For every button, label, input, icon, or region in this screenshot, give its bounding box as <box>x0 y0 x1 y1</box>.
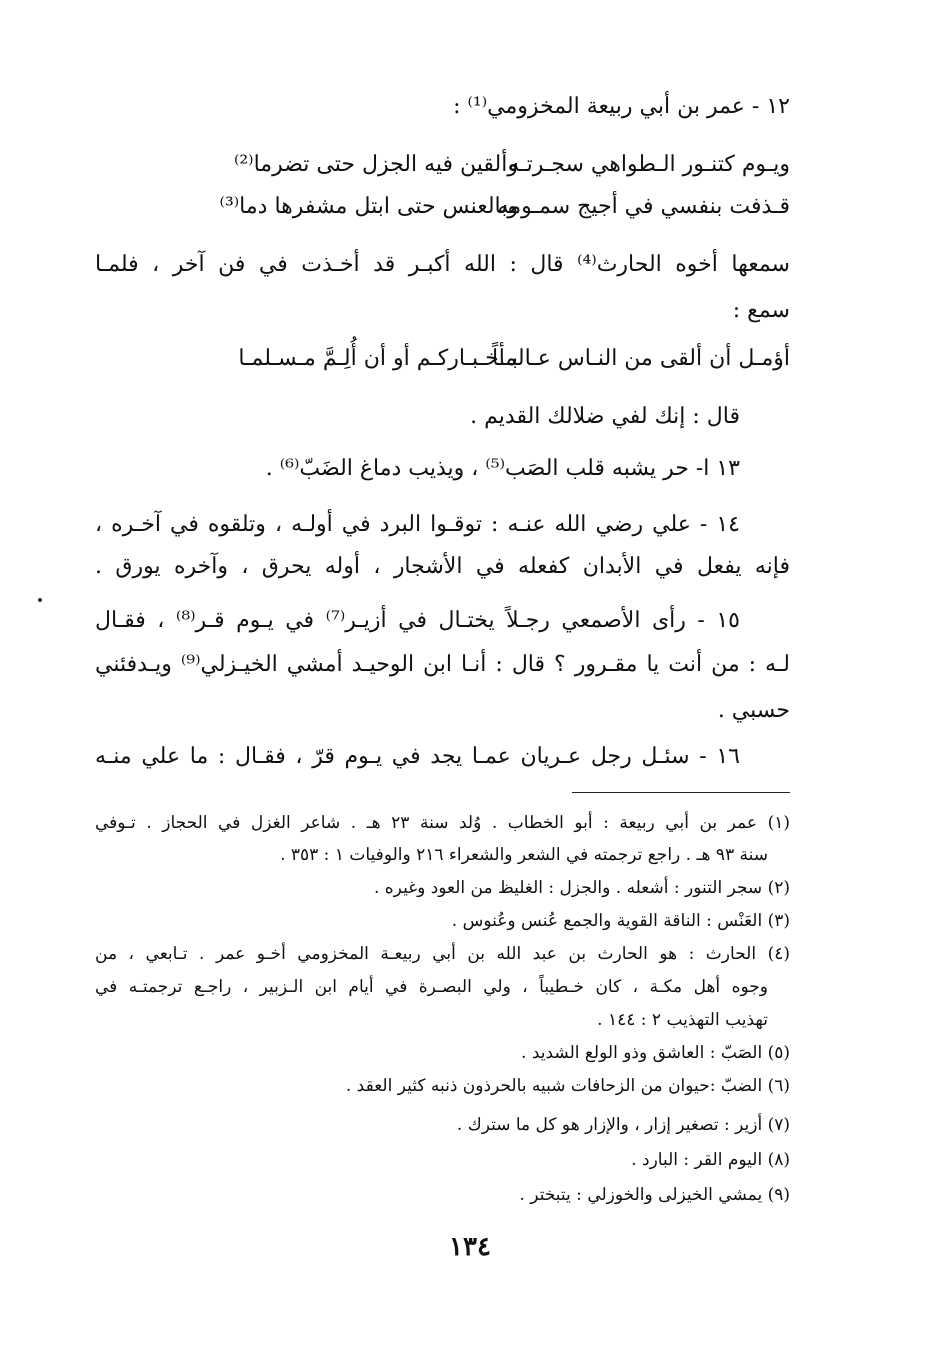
verse-1-second-hemistich: وألقين فيه الجزل حتى تضرما⁽²⁾ <box>233 152 518 177</box>
paragraph-line: سمع : <box>732 298 790 323</box>
footnote-4-line: تهذيب التهذيب ٢ : ١٤٤ . <box>597 1010 768 1030</box>
footnote-3: (٣) العَنْس : الناقة القوية والجمع عُنس وعُنوس . <box>451 911 790 931</box>
entry-15-line: ١٥ - رأى الأصمعي رجـلاً يختـال في أزيـر⁽⁷⁾ في يـوم قـر⁽⁸⁾ ، فقـال <box>95 608 740 633</box>
footnote-6: (٦) الضبّ :حيوان من الزحافات شبيه بالحرذون ذنبه كثير العقد . <box>345 1076 790 1096</box>
page-number: ١٣٤ <box>449 1232 491 1262</box>
footnote-1-line: سنة ٩٣ هـ . راجع ترجمته في الشعر والشعراء ٢١٦ والوفيات ١ : ٣٥٣ . <box>280 845 768 865</box>
footnote-7: (٧) أزير : تصغير إزار ، والإزار هو كل ما سترك . <box>456 1115 790 1135</box>
paragraph-line: سمعها أخوه الحارث⁽⁴⁾ قال : الله أكبـر قد أخـذت في فن آخر ، فلمـا <box>95 252 790 277</box>
entry-14-line: فإنه يفعل في الأبدان كفعله في الأشجار ، أوله يحرق ، وآخره يورق . <box>95 554 790 579</box>
verse-1-first-hemistich: ويـوم كتنـور الـطواهي سجـرتـه <box>508 152 790 177</box>
footnote-1-line: (١) عمر بن أبي ربيعة : أبو الخطاب . وُلد سنة ٢٣ هـ . شاعر الغزل في الحجاز . تـوفي <box>95 813 790 833</box>
footnote-9: (٩) يمشي الخيزلى والخوزلي : يتبختر . <box>519 1185 790 1205</box>
scan-speck <box>38 598 42 602</box>
verse-2-first-hemistich: قـذفت بنفسي في أجيج سمـومه <box>497 194 790 219</box>
entry-16-line: ١٦ - سئـل رجل عـريان عمـا يجد في يـوم قرّ ، فقـال : ما علي منـه <box>95 744 740 769</box>
footnote-4-line: (٤) الحارث : هو الحارث بن عبد الله بن أبي ربيعـة المخزومي أخـو عمر . تـابعي ، من <box>95 944 790 964</box>
verse-3-second-hemistich: بـأخـبـاركـم أو أن أُلِـمَّ مـسـلمـا <box>238 346 518 371</box>
entry-15-line: لـه : من أنت يا مقـرور ؟ قال : أنـا ابن الوحيـد أمشي الخيـزلي⁽⁹⁾ ويـدفئني <box>95 652 790 677</box>
verse-2-second-hemistich: وبالعنس حتى ابتل مشفرها دما⁽³⁾ <box>219 194 518 219</box>
footnote-2: (٢) سجر التنور : أشعله . والجزل : الغليظ من العود وغيره . <box>373 878 790 898</box>
entry-14-line: ١٤ - علي رضي الله عنـه : توقـوا البرد في أولـه ، وتلقوه في آخـره ، <box>95 512 740 537</box>
entry-15-line: حسبي . <box>717 698 790 723</box>
paragraph-line: قال : إنك لفي ضلالك القديم . <box>470 404 740 429</box>
entry-12-heading: ١٢ - عمر بن أبي ربيعة المخزومي⁽¹⁾ : <box>453 94 790 119</box>
footnote-separator <box>572 792 790 793</box>
verse-3-first-hemistich: أؤمـل أن ألقى من النـاس عـالمـاً <box>492 346 790 371</box>
footnote-5: (٥) الصَبّ : العاشق وذو الولع الشديد . <box>521 1043 790 1063</box>
footnote-8: (٨) اليوم القر : البارد . <box>631 1150 790 1170</box>
entry-13: ١٣ ا- حر يشبه قلب الصَب⁽⁵⁾ ، ويذيب دماغ الضَبّ⁽⁶⁾ . <box>265 456 740 481</box>
footnote-4-line: وجوه أهل مكـة ، كان خـطيباً ، ولي البصـرة في أيام ابن الـزبير ، راجـع ترجمتـه في <box>95 977 768 997</box>
